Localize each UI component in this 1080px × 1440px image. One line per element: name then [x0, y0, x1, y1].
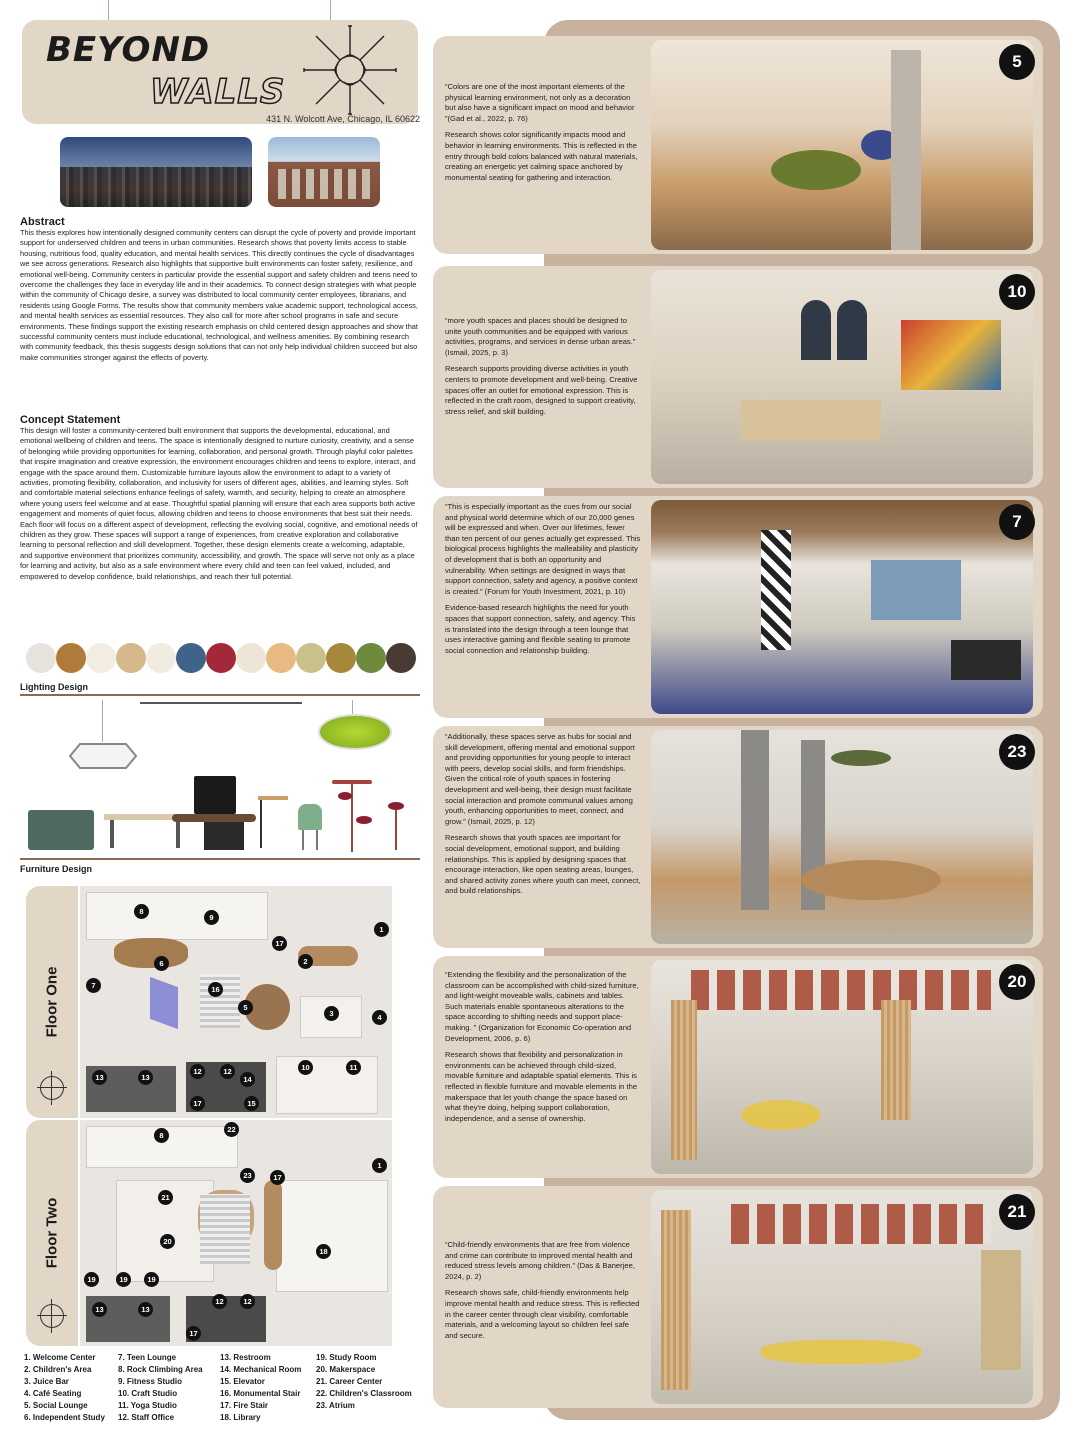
- plan-pin[interactable]: 19: [84, 1272, 99, 1287]
- plan-pin[interactable]: 16: [208, 982, 223, 997]
- legend-item: 20. Makerspace: [316, 1365, 376, 1374]
- plan-pin[interactable]: 14: [240, 1072, 255, 1087]
- craft-room-render: [651, 270, 1033, 484]
- plan-pin[interactable]: 10: [298, 1060, 313, 1075]
- legend-item: 5. Social Lounge: [24, 1401, 88, 1410]
- chicago-skyline-photo: [60, 137, 252, 207]
- plan-pin[interactable]: 12: [212, 1294, 227, 1309]
- legend-item: 6. Independent Study: [24, 1413, 105, 1422]
- panel-description: Research shows that flexibility and personalization in environments can be achieved through child-sized, movable furniture and adaptable spatial elements. This is reflected in flexible furniture and movable elements in the makerspace that let youth change the space based on what they're doing, helping support collaboration, independence, and a sense of ownership.: [445, 1050, 638, 1123]
- hexagon-pendant-light: [68, 700, 138, 772]
- legend-item: 1. Welcome Center: [24, 1353, 96, 1362]
- panel-career-center: [433, 1186, 1043, 1408]
- panel-description: Research shows that youth spaces are important for social development, emotional support, and building relationships. This is applied by designing spaces that encourage interaction, like open seating areas, lounges, and shared activity zones where youth can meet, connect, and build relationships.: [445, 833, 641, 896]
- plan-pin[interactable]: 2: [298, 954, 313, 969]
- view-number-badge: 23: [999, 734, 1035, 770]
- panel-atrium: [433, 726, 1043, 948]
- plan-pin[interactable]: 1: [374, 922, 389, 937]
- view-number-badge: 20: [999, 964, 1035, 1000]
- lighting-divider: [20, 694, 420, 696]
- panel-craft-room: [433, 266, 1043, 488]
- joined-hands-icon: [300, 22, 400, 118]
- plan-pin[interactable]: 20: [160, 1234, 175, 1249]
- career-center-render: [651, 1190, 1033, 1404]
- plan-pin[interactable]: 15: [244, 1096, 259, 1111]
- panel-makerspace: [433, 956, 1043, 1178]
- legend-item: 7. Teen Lounge: [118, 1353, 177, 1362]
- legend-item: 3. Juice Bar: [24, 1377, 69, 1386]
- plan-pin[interactable]: 12: [220, 1064, 235, 1079]
- legend-item: 22. Children's Classroom: [316, 1389, 412, 1398]
- panel-text-block: [445, 1240, 641, 1341]
- teen-lounge-render: [651, 500, 1033, 714]
- makerspace-render: [651, 960, 1033, 1174]
- panel-text-block: [445, 970, 641, 1124]
- plan-pin[interactable]: 17: [190, 1096, 205, 1111]
- legend-item: 16. Monumental Stair: [220, 1389, 301, 1398]
- plan-pin[interactable]: 12: [190, 1064, 205, 1079]
- plan-pin[interactable]: 6: [154, 956, 169, 971]
- view-number-badge: 7: [999, 504, 1035, 540]
- title-line-2: WALLS: [150, 72, 286, 112]
- material-swatch: [26, 643, 56, 673]
- legend-item: 18. Library: [220, 1413, 261, 1422]
- plan-pin[interactable]: 3: [324, 1006, 339, 1021]
- plan-pin[interactable]: 5: [238, 1000, 253, 1015]
- legend-column-4: [316, 1352, 412, 1412]
- panel-quote: “Colors are one of the most important elements of the physical learning environment, not only as a decoration but also have a significant impact on mood and behavior ”(Gad et al., 2022, p. 76): [445, 82, 635, 123]
- view-number-badge: 10: [999, 274, 1035, 310]
- lighting-label: Lighting Design: [20, 682, 88, 692]
- panel-quote: “Child-friendly environments that are free from violence and crime can contribute to improved mental health and reduced stress levels among children.” (Das & Banerjee, 2024, p. 2): [445, 1240, 635, 1281]
- green-chair: [298, 804, 322, 830]
- plan-pin[interactable]: 17: [270, 1170, 285, 1185]
- plan-pin[interactable]: 7: [86, 978, 101, 993]
- panel-text-block: [445, 732, 641, 897]
- legend-item: 11. Yoga Studio: [118, 1401, 177, 1410]
- panel-quote: “This is especially important as the cues from our social and physical world determine which of our 20,000 genes will be expressed and when. Over our lifetimes, fewer than ten percent of our genes actually get expressed. This biological process highlights the malleability and plasticity of development that is both an opportunity and vulnerability. When settings are designed in ways that support connection, safety and agency, a positive context is created.” (Forum for Youth Investment, 2021, p. 10): [445, 502, 641, 596]
- material-swatch: [326, 643, 356, 673]
- plan-pin[interactable]: 9: [204, 910, 219, 925]
- legend-item: 8. Rock Climbing Area: [118, 1365, 203, 1374]
- furniture-row: [26, 774, 422, 856]
- abstract-section: [20, 216, 418, 363]
- linear-pendant-light: [140, 700, 302, 708]
- panel-teen-lounge: [433, 496, 1043, 718]
- plan-pin[interactable]: 22: [224, 1122, 239, 1137]
- view-number-badge: 5: [999, 44, 1035, 80]
- legend-item: 2. Children's Area: [24, 1365, 92, 1374]
- material-swatch: [386, 643, 416, 673]
- legend-column-1: [24, 1352, 105, 1424]
- address: 431 N. Wolcott Ave, Chicago, IL 60622: [266, 114, 420, 124]
- plan-pin[interactable]: 13: [92, 1070, 107, 1085]
- legend-item: 10. Craft Studio: [118, 1389, 178, 1398]
- plan-pin[interactable]: 13: [138, 1302, 153, 1317]
- plan-pin[interactable]: 19: [144, 1272, 159, 1287]
- side-table: [258, 796, 288, 800]
- north-arrow-icon: [40, 1304, 64, 1328]
- panel-text-block: [445, 502, 641, 656]
- floor-one-label: Floor One: [43, 966, 61, 1038]
- plan-pin[interactable]: 12: [240, 1294, 255, 1309]
- concept-heading: Concept Statement: [20, 414, 121, 426]
- plan-pin[interactable]: 4: [372, 1010, 387, 1025]
- plan-pin[interactable]: 17: [272, 936, 287, 951]
- legend-item: 15. Elevator: [220, 1377, 265, 1386]
- furniture-divider: [20, 858, 420, 860]
- panel-text-block: [445, 82, 641, 183]
- panel-description: Evidence-based research highlights the need for youth spaces that support connection, safety, and agency. This is translated into the design through a teen lounge that uses interactive gaming and flexible seating to promote social connection and relationship building.: [445, 603, 636, 655]
- panel-entry: [433, 36, 1043, 254]
- gaming-station: [194, 776, 236, 814]
- panel-description: Research shows color significantly impacts mood and behavior in learning environments. This is reflected in the entry through bold colors balanced with natural materials, creating an energetic yet calming space anchored by monumental seating for gathering and interaction.: [445, 130, 638, 182]
- legend-item: 12. Staff Office: [118, 1413, 175, 1422]
- concept-section: [20, 414, 418, 582]
- abstract-text: This thesis explores how intentionally designed community centers can disrupt the cycle of poverty and provide important support for underserved children and teens in urban communities. Research shows that poverty limits access to stable housing, nutritious food, quality education, and mental health services. This directly continues the cycle of disadvantages we see across generations. Research also highlights that supportive built environments can foster safety, resilience, and emotional well-being. Community centers in particular provide the essential support and safety children and teens need to overcome the challenges they face in everyday life and in their academics. To connect design strategies with what people within the community of Chicago desire, a survey was distributed to local community center employees, librarians, and residents using Google Forms. The results show that community members value academic support, technological access, and mental health services as essential resources. They also call for more after school programs in safe and secure environments. These findings support the existing research emphasis on child centered design approaches and show that successful community centers must include educational, technological, and wellness amenities. By combining research with community feedback, this thesis suggests design solutions that can not only help individual children succeed but also make communities stronger against the effects of poverty.: [20, 228, 418, 362]
- panel-description: Research supports providing diverse activities in youth centers to promote development and well-being. Creative spaces offer an outlet for emotional expression. This is reflected in the craft room, designed to support creativity, stress relief, and skill building.: [445, 364, 638, 416]
- material-swatch: [176, 643, 206, 673]
- moss-pendant-light: [316, 700, 390, 750]
- material-swatch: [206, 643, 236, 673]
- title-line-1: BEYOND: [46, 30, 211, 70]
- material-swatch: [266, 643, 296, 673]
- plan-pin[interactable]: 13: [138, 1070, 153, 1085]
- legend-item: 4. Café Seating: [24, 1389, 82, 1398]
- abstract-heading: Abstract: [20, 216, 65, 228]
- view-number-badge: 21: [999, 1194, 1035, 1230]
- reception-desk: [28, 810, 94, 850]
- plan-pin[interactable]: 11: [346, 1060, 361, 1075]
- material-swatch: [56, 643, 86, 673]
- legend-item: 14. Mechanical Room: [220, 1365, 302, 1374]
- plan-pin[interactable]: 21: [158, 1190, 173, 1205]
- panel-quote: “Additionally, these spaces serve as hubs for social and skill development, offering mental and emotional support and providing opportunities for young people to interact with peers, develop social skills, and form friendships. Given the critical role of youth spaces in fostering development and well-being, their design must facilitate social interaction and promote communal values among youth, enhancing opportunities to meet, connect, and grow.” (Ismail, 2025, p. 12): [445, 732, 635, 826]
- legend-column-2: [118, 1352, 203, 1424]
- plan-pin[interactable]: 1: [372, 1158, 387, 1173]
- plan-pin[interactable]: 8: [154, 1128, 169, 1143]
- floor-one-plan: [80, 886, 392, 1118]
- plan-pin[interactable]: 8: [134, 904, 149, 919]
- material-swatches: [26, 643, 418, 675]
- legend-item: 23. Atrium: [316, 1401, 355, 1410]
- material-swatch: [86, 643, 116, 673]
- hanging-string-left: [108, 0, 109, 20]
- plan-pin[interactable]: 17: [186, 1326, 201, 1341]
- panel-description: Research shows safe, child-friendly environments help improve mental health and reduce stress. This is reflected in the career center through clear visibility, comfortable materials, and a welcoming layout so children feel safe and secure.: [445, 1288, 640, 1340]
- floor-two-plan: [80, 1120, 392, 1346]
- legend-item: 9. Fitness Studio: [118, 1377, 183, 1386]
- material-swatch: [116, 643, 146, 673]
- plan-pin[interactable]: 13: [92, 1302, 107, 1317]
- panel-text-block: [445, 316, 641, 417]
- material-swatch: [296, 643, 326, 673]
- furniture-label: Furniture Design: [20, 864, 93, 874]
- legend-item: 19. Study Room: [316, 1353, 377, 1362]
- hanging-string-right: [330, 0, 331, 20]
- material-swatch: [146, 643, 176, 673]
- plan-pin[interactable]: 23: [240, 1168, 255, 1183]
- plan-pin[interactable]: 19: [116, 1272, 131, 1287]
- legend-column-3: [220, 1352, 301, 1424]
- concept-text: This design will foster a community-centered built environment that supports the developmental, educational, and emotional wellbeing of children and teens. The space is intentionally designed to nurture curiosity, creativity, and a sense of belonging while providing opportunities for learning, collaboration, and personal growth. Through playful color palettes that inspire imagination and creative expression, the environment encourages children and teens to explore, interact, and engage with the space around them. Customizable furniture layouts allow the environment to adapt to a variety of activities, promoting flexibility, collaboration, and inclusivity for users of different ages, abilities, and learning styles. Soft and comfortable material selections enhance feelings of safety, warmth, and security, helping to create an atmosphere where young users feel welcome and at ease. Thoughtful spatial planning will ensure that each area supports both active engagement and moments of quiet focus, allowing children and teens to choose environments that best suit their needs. Each floor will focus on a different aspect of development, reflecting the evolving social, cognitive, and emotional needs of children as they grow. These spaces will support a range of experiences, from creative exploration and collaborative learning to personal reflection and skill development. Together, these design elements create a welcoming, adaptable, and supportive environment that prioritizes community, accessibility, and growth. The space will serve not only as a place for learning and activity, but also as a safe environment where every child and teen can feel valued, included, and empowered to develop confidence, build relationships, and reach their full potential.: [20, 426, 418, 581]
- entry-render: [651, 40, 1033, 250]
- panel-quote: “Extending the flexibility and the personalization of the classroom can be accomplished with child-sized furniture, and light-weight moveable walls, cabinets and tables. Such materials enable spontaneous alterations to the space according to shifting needs and support place-making. ” (Organization for Economic Co-operation and Development, 2006, p. 6): [445, 970, 639, 1043]
- north-arrow-icon: [40, 1076, 64, 1100]
- site-building-photo: [268, 137, 380, 207]
- legend-item: 13. Restroom: [220, 1353, 271, 1362]
- legend-item: 21. Career Center: [316, 1377, 383, 1386]
- floor-two-label: Floor Two: [43, 1197, 61, 1269]
- panel-quote: “more youth spaces and places should be designed to unite youth communities and be equipped with various activities, programs, and services in dense urban areas.” (Ismail, 2025, p. 3): [445, 316, 636, 357]
- plan-pin[interactable]: 18: [316, 1244, 331, 1259]
- material-swatch: [356, 643, 386, 673]
- atrium-render: [651, 730, 1033, 944]
- material-swatch: [236, 643, 266, 673]
- legend-item: 17. Fire Stair: [220, 1401, 269, 1410]
